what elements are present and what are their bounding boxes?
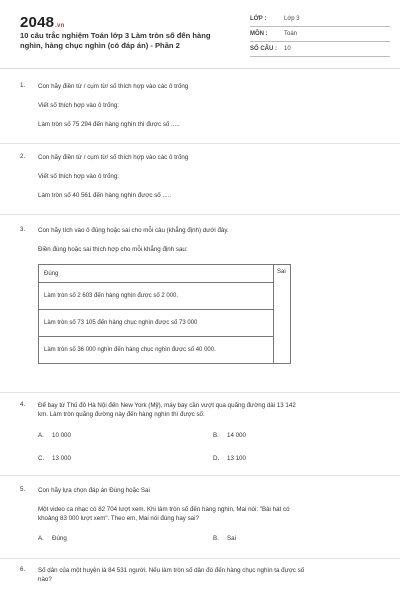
question-prompt: Con hãy điền từ / cụm từ/ số thích hợp vào các ô trống bbox=[38, 83, 189, 90]
meta-value: Toán bbox=[284, 31, 298, 37]
question-number: 5. bbox=[20, 486, 26, 493]
option-a[interactable]: A. Đúng bbox=[38, 535, 67, 542]
meta-box bbox=[250, 12, 390, 57]
meta-value: 10 bbox=[284, 46, 291, 52]
question-number: 4. bbox=[20, 401, 26, 408]
question-text-line: Một video ca nhạc có 82 704 lượt xem. Khi làm tròn số đến hàng nghìn, Mai nói: "Bài hát có bbox=[38, 506, 290, 513]
question-instruction: Điền đúng hoặc sai thích hợp cho mỗi khẳng định sau: bbox=[38, 246, 188, 253]
worksheet-title: 10 câu trắc nghiệm Toán lớp 3 Làm tròn số đến hàng nghìn, hàng chục nghìn (có đáp án) - Phần 2 bbox=[20, 31, 211, 50]
option-d[interactable]: D. 13 100 bbox=[213, 455, 246, 462]
options-row bbox=[38, 455, 383, 465]
question-prompt: Con hãy tích vào ô đúng hoặc sai cho mỗi câu (khẳng định) dưới đây. bbox=[38, 227, 229, 234]
question-number: 1. bbox=[20, 82, 26, 89]
question-text-line: Số dân của một huyện là 84 531 người. Nếu làm tròn số dân đó đến hàng chục nghìn ta được số bbox=[38, 567, 305, 574]
statement-cell[interactable]: Làm tròn số 73 105 đến hàng chục nghìn được số 73 000 bbox=[39, 310, 274, 337]
table-row[interactable] bbox=[39, 337, 291, 364]
question-instruction: Viết số thích hợp vào ô trống: bbox=[38, 173, 119, 180]
table-header-row bbox=[39, 265, 291, 283]
question-separator bbox=[0, 214, 400, 215]
question-separator bbox=[0, 392, 400, 393]
true-false-table bbox=[38, 264, 291, 364]
option-a[interactable]: A. 10 000 bbox=[38, 432, 71, 439]
meta-value: Lớp 3 bbox=[284, 16, 300, 22]
question-text-line: khoảng 83 000 lượt xem". Theo em, Mai nói đúng hay sai? bbox=[38, 515, 199, 522]
statement-cell[interactable]: Làm tròn số 36 000 nghìn đến hàng chục nghìn được số 40 000. bbox=[39, 337, 274, 364]
question-number: 6. bbox=[20, 566, 26, 573]
meta-row-class bbox=[250, 12, 390, 27]
question-instruction: Viết số thích hợp vào ô trống: bbox=[38, 102, 119, 109]
question-separator bbox=[0, 558, 400, 559]
option-c[interactable]: C. 13 000 bbox=[38, 455, 71, 462]
worksheet-header bbox=[0, 0, 400, 68]
question-text[interactable]: Làm tròn số 40 561 đến hàng nghìn được số ..... bbox=[38, 192, 172, 199]
question-prompt: Con hãy lựa chọn đáp án Đúng hoặc Sai bbox=[38, 487, 150, 494]
meta-row-subject bbox=[250, 27, 390, 42]
question-number: 3. bbox=[20, 226, 26, 233]
question-number: 2. bbox=[20, 153, 26, 160]
question-text-line: km. Làm tròn quãng đường này đến hàng nghìn thì được số: bbox=[38, 411, 205, 418]
options-row bbox=[38, 432, 383, 442]
question-text-line: Để bay từ Thủ đô Hà Nội đến New York (Mỹ), máy bay cần vượt qua quãng đường dài 13 142 bbox=[38, 402, 296, 409]
question-text[interactable]: Làm tròn số 75 294 đến hàng nghìn thì được số ..... bbox=[38, 121, 180, 128]
question-separator bbox=[0, 475, 400, 476]
column-false-header: Sai bbox=[274, 265, 291, 364]
meta-key: SỐ CÂU : bbox=[250, 46, 277, 52]
header-divider bbox=[0, 68, 400, 69]
table-row[interactable] bbox=[39, 283, 291, 310]
table-row[interactable] bbox=[39, 310, 291, 337]
option-b[interactable]: B. 14 000 bbox=[213, 432, 246, 439]
options-row bbox=[38, 535, 383, 545]
statement-cell[interactable]: Làm tròn số 2 603 đến hàng nghìn được số 2 000. bbox=[39, 283, 274, 310]
column-true-header: Đúng bbox=[39, 265, 274, 283]
meta-key: MÔN : bbox=[250, 31, 268, 37]
site-logo[interactable]: 2048.vn bbox=[20, 14, 65, 31]
meta-row-count bbox=[250, 42, 390, 57]
question-separator bbox=[0, 143, 400, 144]
option-b[interactable]: B. Sai bbox=[213, 535, 236, 542]
meta-key: LỚP : bbox=[250, 16, 267, 22]
question-text-line: nào? bbox=[38, 576, 52, 583]
question-prompt: Con hãy điền từ / cụm từ/ số thích hợp vào các ô trống bbox=[38, 154, 189, 161]
